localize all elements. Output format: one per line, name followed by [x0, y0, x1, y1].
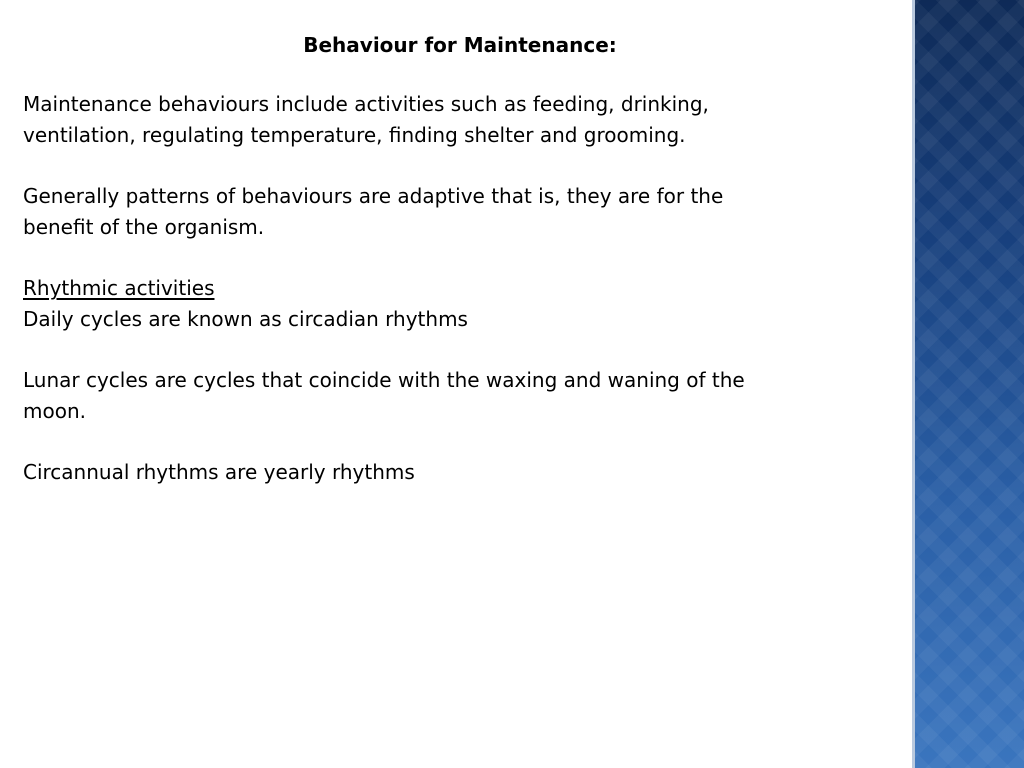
- circadian-line: Daily cycles are known as circadian rhythms: [23, 307, 468, 331]
- lunar-line-1: Lunar cycles are cycles that coincide with the waxing and waning of the: [23, 368, 745, 392]
- maintenance-line-1: Maintenance behaviours include activities such as feeding, drinking,: [23, 92, 709, 116]
- adaptive-line-2: benefit of the organism.: [23, 215, 265, 239]
- rhythmic-heading: [23, 273, 893, 304]
- rhythmic-heading-text: Rhythmic activities: [23, 276, 215, 300]
- lunar-line-2: moon.: [23, 399, 86, 423]
- decorative-side-panel: [912, 0, 1024, 768]
- slide-title: Behaviour for Maintenance:: [303, 33, 617, 57]
- circannual-line: Circannual rhythms are yearly rhythms: [23, 460, 415, 484]
- maintenance-line-2: ventilation, regulating temperature, finding shelter and grooming.: [23, 123, 686, 147]
- side-panel-edge: [912, 0, 915, 768]
- adaptive-line-1: Generally patterns of behaviours are adaptive that is, they are for the: [23, 184, 724, 208]
